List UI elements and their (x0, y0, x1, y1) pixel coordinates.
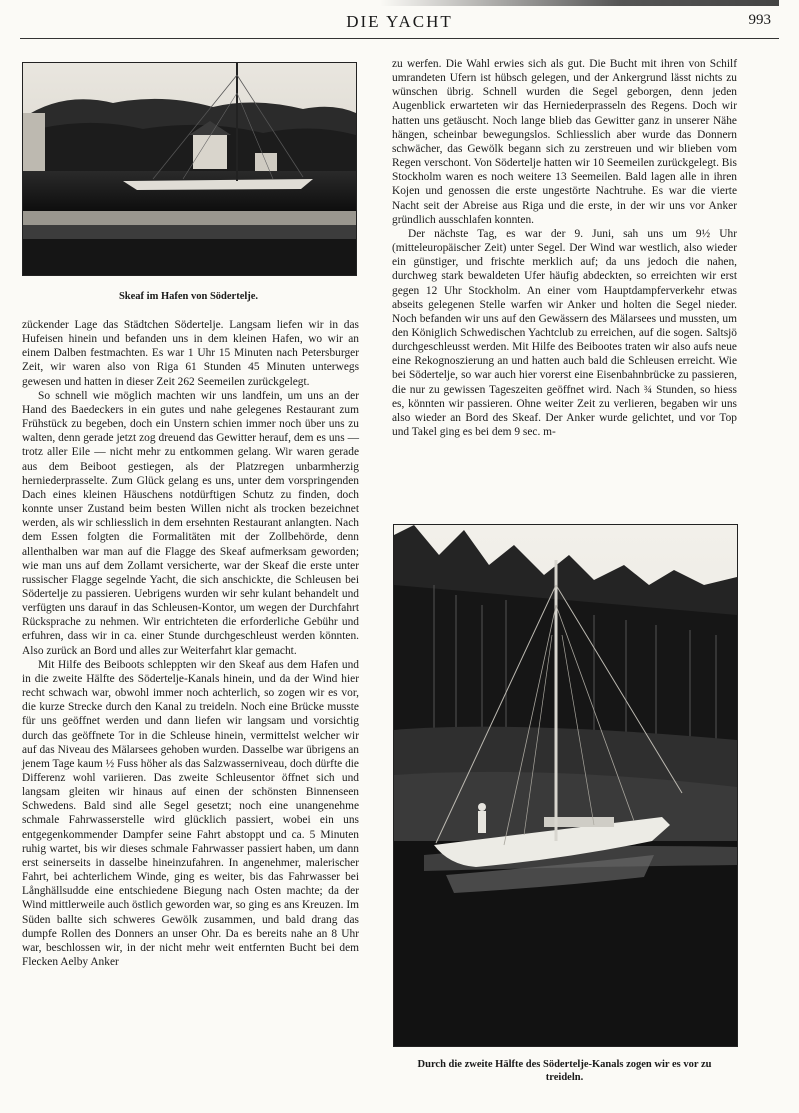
figure-caption-top: Skeaf im Hafen von Södertelje. (118, 291, 259, 302)
running-head-title: DIE YACHT (346, 12, 453, 31)
right-paragraph-2: Der nächste Tag, es war der 9. Juni, sah uns um 9½ Uhr (mitteleuropäischer Zeit) unter Segel. Der Wind war westlich, also wieder ein günstiger, und frischte merklich auf; da uns jedoch die nahen, durchweg stark bewaldeten Ufer häufig abdeckten, so erreichten wir erst gegen 12 Uhr Stockholm. An einer vom Hauptdampferverkehr etwas abseits gelegenen Stelle warfen wir Anker und holten die Segel nieder. Noch befanden wir uns auf den Gewässern des Mälarsees und mussten, um den Königlich Schwedischen Yachtclub zu erreichen, auf die sogen. Saltsjö durchgeschleusst werden. Mit Hilfe des Beibootes traten wir also aufs neue eine Rekognoszierung an und hatten auch bald die Schleusen erreicht. Wie bei Södertelje, so war auch hier vorerst eine Eisenbahnbrücke zu passieren, die nur zu gewissen Tageszeiten geöffnet wird. Nach ¾ Stunden, so hiess es, könnten wir passieren. Ohne weiter Zeit zu verlieren, begaben wir uns also wieder an Bord des Skeaf. Der Anker wurde gelichtet, und vor Top und Takel ging es bei dem 9 sec. m- (392, 227, 737, 439)
scan-edge-shadow (380, 0, 779, 6)
photo-skeaf-harbour (22, 62, 357, 276)
right-paragraph-1: zu werfen. Die Wahl erwies sich als gut. Die Bucht mit ihren von Schilf umrandeten Ufern ist hübsch gelegen, und der Ankergrund lässt nichts zu wünschen übrig. Schnell wurden die Segel geborgen, denn jeden Augenblick erwarteten wir das Herniederprasseln des Regens. Doch wir hatten uns getäuscht. Noch lange blieb das Gewitter ganz in unserer Nähe hängen, scheinbar bewegungslos. Schliesslich aber wurde das Donnern schwächer, das Gewölk begann sich zu zerstreuen und wir blieben vom Regen verschont. Von Södertelje hatten wir 10 Seemeilen zurückgelegt. Bis Stockholm waren es noch weitere 13 Seemeilen. Bald lagen alle in ihren Kojen und genossen die erste ungestörte Nachtruhe. Es war die vierte Nacht seit der Abreise aus Riga und die erste, in der wir uns vor Anker gründlich ausschlafen konnten. (392, 58, 737, 226)
photo-skeaf-canal (393, 524, 738, 1047)
canal-photo-graphic (394, 525, 737, 1046)
header-rule (20, 38, 779, 39)
harbour-photo-graphic (23, 63, 356, 275)
figure-caption-bottom: Durch die zweite Hälfte des Södertelje-Kanals zogen wir es vor zu treideln. (417, 1059, 712, 1083)
left-column-text (22, 318, 359, 969)
left-paragraph-1: zückender Lage das Städtchen Södertelje. Langsam liefen wir in das Hufeisen hinein und befanden uns in dem kleinen Hafen, wo wir an einem Dalben festmachten. Es war 1 Uhr 15 Minuten nach Petersburger Zeit, wir waren also von Riga 61 Stunden 45 Minuten unterwegs gewesen und hatten in dieser Zeit 262 Seemeilen zurückgelegt. (22, 319, 359, 388)
left-paragraph-3: Mit Hilfe des Beiboots schleppten wir den Skeaf aus dem Hafen und in die zweite Hälfte des Södertelje-Kanals hinein, und da der Wind hier recht schwach war, obwohl immer noch achterlich, so zogen wir es vor, die kurze Strecke durch den Kanal zu treideln. Noch eine Brücke musste für uns geöffnet werden und dann liefen wir langsam und vorsichtig durch das geöffnete Tor in die Schleuse hinein, vermittelst welcher wir auf das Niveau des Mälarsees gehoben wurden. Dasselbe war übrigens an jenem Tage kaum ½ Fuss höher als das Salzwasserniveau, doch dürfte die Differenz wohl variieren. Das zweite Schleusentor öffnet sich und langsam gleiten wir hinaus auf einen der schönsten Binnenseen Schwedens. Bald sind alle Segel gesetzt; noch eine unangenehme schmale Fahrwasserstelle wird glücklich passiert, wobei ein uns entgegenkommender Dampfer seine Fahrt abstoppt und ca. 5 Minuten ruhig wartet, bis wir dieses schmale Fahrwasser passiert haben, um dann erst seinerseits in dasselbe hineinzufahren. In angenehmer, malerischer Fahrt, bei achterlichem Winde, ging es weiter, bis das Fahrwasser bei Långhällsudde eine entschiedene Biegung nach Osten machte; da der Wind mittlerweile auch östlich geworden war, so ging es ans Kreuzen. Im Süden ballte sich schweres Gewölk zusammen, und bald drang das dumpfe Rollen des Donners an unser Ohr. Da es bereits nahe an 8 Uhr war, beschlossen wir, in der nicht mehr weit entfernten Bucht bei dem Flecken Aelby Anker (22, 658, 359, 969)
right-column-text (392, 57, 737, 439)
left-paragraph-2: So schnell wie möglich machten wir uns landfein, um uns an der Hand des Baedeckers in ein gutes und nahe gelegenes Restaurant zum Frühstück zu begeben, doch ein Unstern schien immer noch über uns zu walten, denn gerade jetzt zog dreuend das Gewitter herauf, dem es uns — trotz aller Eile — nicht mehr zu entkommen gelang. Wir waren gerade aus dem Beiboot gestiegen, als der Platzregen unbarmherzig herniederprasselte. Zum Glück gelang es uns, unter dem vorspringenden Dach eines kleinen Häuschens notdürftigen Schutz zu finden, doch konnte unser Zustand beim besten Willen nicht als trocken bezeichnet werden, als wir schliesslich in dem ersehnten Restaurant anlangten. Nach dem Essen folgten die Formalitäten mit der Zollbehörde, denn allenthalben war man auf die Flagge des Skeaf aufmerksam geworden; wie man uns auf dem Zollamt versicherte, war der Skeaf die erste unter russischer Flagge segelnde Yacht, die sich anschickte, die Schleusen bei Södertelje zu passieren. Uebrigens wurden wir sehr kulant behandelt und verfügten uns darauf in das Schleusen-Kontor, um wegen der Durchfahrt Rücksprache zu nehmen. Wir entrichteten die erforderliche Gebühr und erfuhren, dass wir in ca. einer Stunde durchgeschleust werden könnten. Also zurück an Bord und alles zur Weiterfahrt klar gemacht. (22, 389, 359, 657)
page-number: 993 (748, 12, 771, 28)
